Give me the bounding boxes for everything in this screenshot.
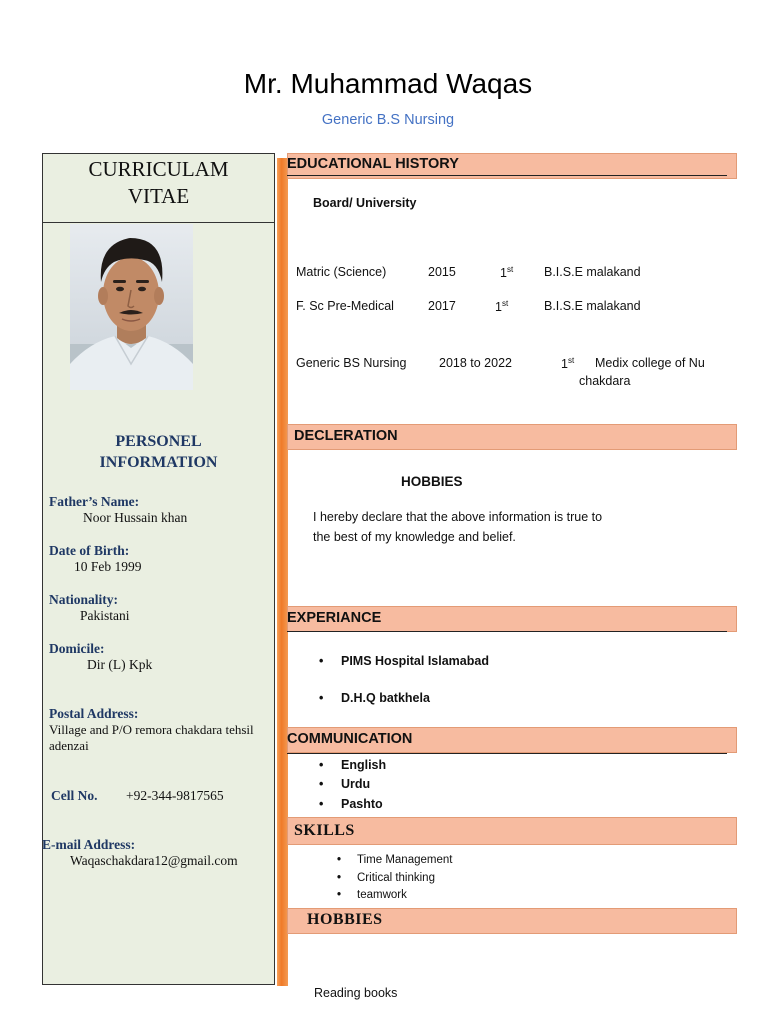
email-value: Waqaschakdara12@gmail.com [70,853,238,868]
edu-row-3-board: Medix college of Nu [595,356,705,370]
fathers-name-label: Father’s Name: [49,494,140,509]
communication-item: • English [341,758,386,772]
experience-title: EXPERIANCE [287,610,382,626]
cv-title-line2: VITAE [127,184,190,208]
portrait-illustration [70,224,193,390]
experience-item: • D.H.Q batkhela [341,691,430,705]
cv-title-line1: CURRICULAM [88,157,229,181]
edu-row-2-board: B.I.S.E malakand [544,299,641,313]
communication-title: COMMUNICATION [287,731,413,747]
declaration-title: DECLERATION [294,428,398,444]
hobbies-title: HOBBIES [307,911,383,928]
communication-item: • Urdu [341,777,370,791]
postal-address-value [49,722,271,754]
edu-row-1-year: 2015 [428,265,456,279]
edu-row-2-division: 1st [495,299,509,315]
dob-label: Date of Birth: [49,543,130,558]
nationality-value: Pakistani [80,608,130,623]
hobbies-item: Reading books [314,986,398,1000]
email-label: E-mail Address: [42,837,136,852]
education-title: EDUCATIONAL HISTORY [287,156,459,172]
experience-item: • PIMS Hospital Islamabad [341,654,489,668]
skills-item: • Critical thinking [357,872,435,884]
declaration-hobbies-label: HOBBIES [401,474,463,489]
edu-row-1-division: 1st [500,265,514,281]
edu-row-3-degree: Generic BS Nursing [296,356,407,370]
edu-row-2-year: 2017 [428,299,456,313]
cell-label: Cell No. [51,788,98,803]
skills-title: SKILLS [294,822,355,839]
edu-row-3-year: 2018 to 2022 [439,356,512,370]
edu-row-1-board: B.I.S.E malakand [544,265,641,279]
personal-info-title-line2: INFORMATION [99,454,218,471]
skills-item: • Time Management [357,854,452,866]
postal-address-label: Postal Address: [49,706,139,721]
edu-row-3-division: 1st [561,356,575,372]
skills-item: • teamwork [357,889,407,901]
edu-row-3-board-line2: chakdara [579,374,631,388]
resume-name: Mr. Muhammad Waqas [243,68,533,99]
resume-subtitle: Generic B.S Nursing [321,112,455,128]
communication-rule [287,753,727,754]
domicile-label: Domicile: [49,641,105,656]
personal-info-title [42,431,275,473]
postal-address-line1: Village and P/O remora chakdara tehsil [49,722,254,737]
orange-divider-bar [277,158,288,986]
cell-value: +92-344-9817565 [126,788,224,803]
nationality-label: Nationality: [49,592,118,607]
declaration-line-1: I hereby declare that the above information is true to [313,510,603,524]
edu-row-2-degree: F. Sc Pre-Medical [296,299,394,313]
experience-rule [287,631,727,632]
communication-item: • Pashto [341,797,383,811]
cv-title [42,156,275,210]
profile-photo [70,224,193,390]
dob-value: 10 Feb 1999 [74,559,142,574]
postal-address-line2: adenzai [49,738,89,753]
personal-info-title-line1: PERSONEL [115,433,202,450]
fathers-name-value: Noor Hussain khan [83,510,188,525]
declaration-line-2: the best of my knowledge and belief. [313,530,516,544]
edu-row-1-degree: Matric (Science) [296,265,387,279]
board-university-label: Board/ University [313,196,417,210]
education-rule [287,175,727,176]
domicile-value: Dir (L) Kpk [87,657,153,672]
